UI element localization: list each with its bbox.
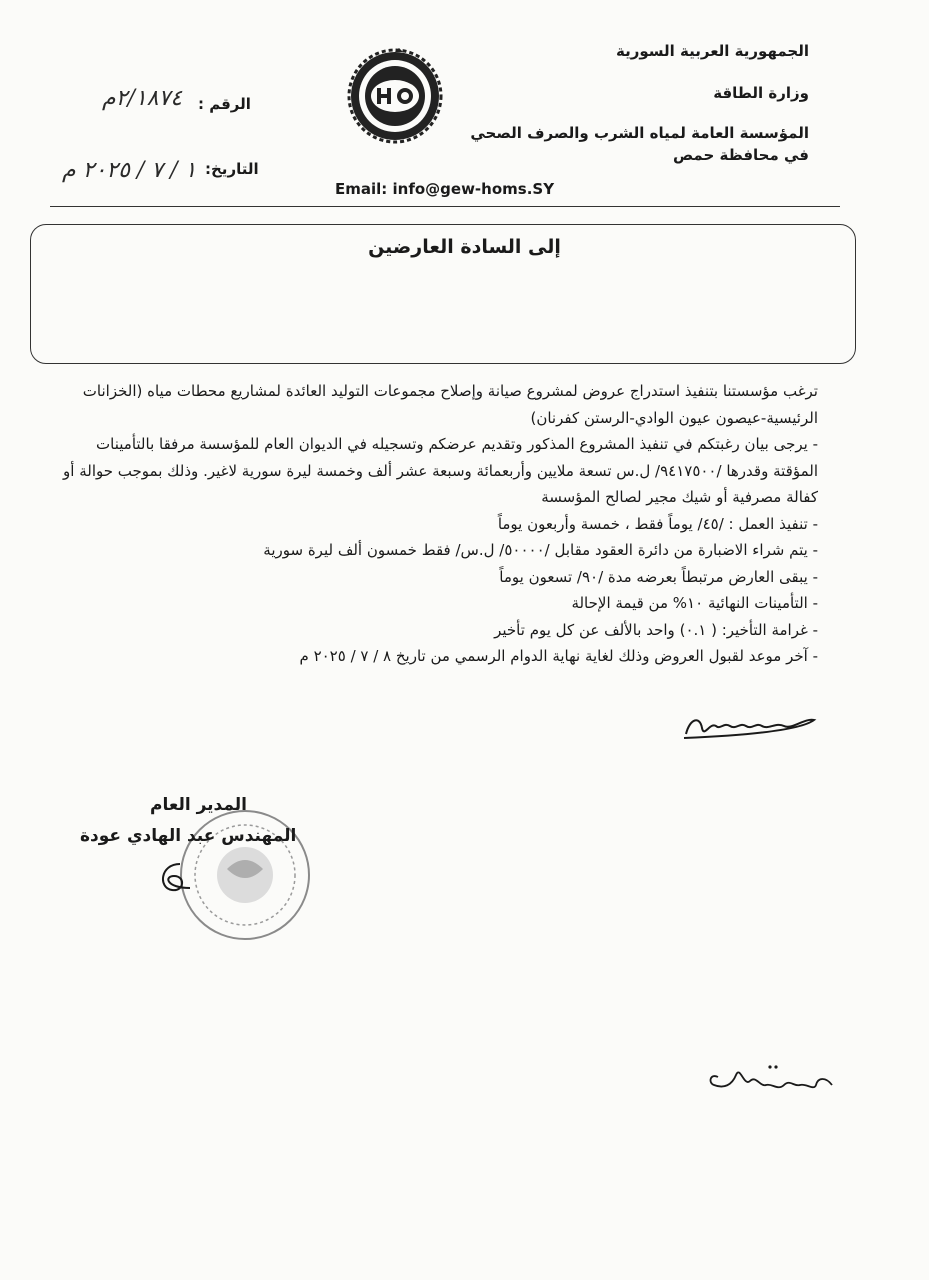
ministry-name: وزارة الطاقة (713, 84, 809, 102)
list-item: - التأمينات النهائية ١٠% من قيمة الإحالة (571, 594, 818, 612)
date-label: التاريخ: (205, 160, 259, 178)
list-item: - آخر موعد لقبول العروض وذلك لغاية نهاية الدوام الرسمي من تاريخ ٨ / ٧ / ٢٠٢٥ م (299, 647, 818, 665)
deposit-paragraph: - يرجى بيان رغبتكم في تنفيذ المشروع المذكور وتقديم عرضكم وتسجيله في الديوان العام للمؤسسة مرفقا بالتأمينات المؤقتة وقدرها /٩٤١٧٥٠٠/ ل.س تسعة ملايين وأربعمائة وسبعة عشر ألف وخمسة ليرة سورية لاغير. وذلك بموجب حوالة أو كفالة مصرفية أو شيك مجير لصالح المؤسسة (63, 435, 818, 506)
director-title: المدير العام (150, 795, 247, 815)
signature-icon (680, 712, 820, 742)
number-label: الرقم : (198, 95, 251, 113)
organization-name: المؤسسة العامة لمياه الشرب والصرف الصحي (470, 124, 809, 142)
country-name: الجمهورية العربية السورية (616, 42, 809, 60)
list-item: - يبقى العارض مرتبطاً بعرضه مدة /٩٠/ تسعون يوماً (499, 567, 818, 586)
date-value: ١ / ٧ / ٢٠٢٥ م (62, 158, 197, 183)
initial-signature-icon (150, 858, 200, 898)
handwritten-note-icon (700, 1055, 840, 1100)
list-item: - تنفيذ العمل : /٤٥/ يوماً فقط ، خمسة وأربعون يوماً (497, 514, 818, 533)
addressee-heading: إلى السادة العارضين (368, 236, 561, 258)
intro-paragraph: ترغب مؤسستنا بتنفيذ استدراج عروض لمشروع صيانة وإصلاح مجموعات التوليد العائدة لمشاريع محطات مياه (الخزانات الرئيسية-عيصون عيون الوادي-الرستن كفرنان) (82, 382, 818, 427)
logo-icon (347, 48, 443, 144)
email-address: Email: info@gew-homs.SY (335, 180, 555, 198)
list-item: - غرامة التأخير: ( ٠.١) واحد بالألف عن كل يوم تأخير (494, 620, 818, 639)
header-divider (50, 206, 840, 207)
list-item: - يتم شراء الاضبارة من دائرة العقود مقابل /٥٠٠٠٠/ ل.س/ فقط خمسون ألف ليرة سورية (263, 541, 818, 559)
number-value: ٢/١٨٧٤م (102, 86, 183, 111)
director-name: المهندس عبد الهادي عودة (80, 826, 297, 846)
letter-body (60, 378, 818, 670)
governorate-name: في محافظة حمص (672, 146, 809, 164)
